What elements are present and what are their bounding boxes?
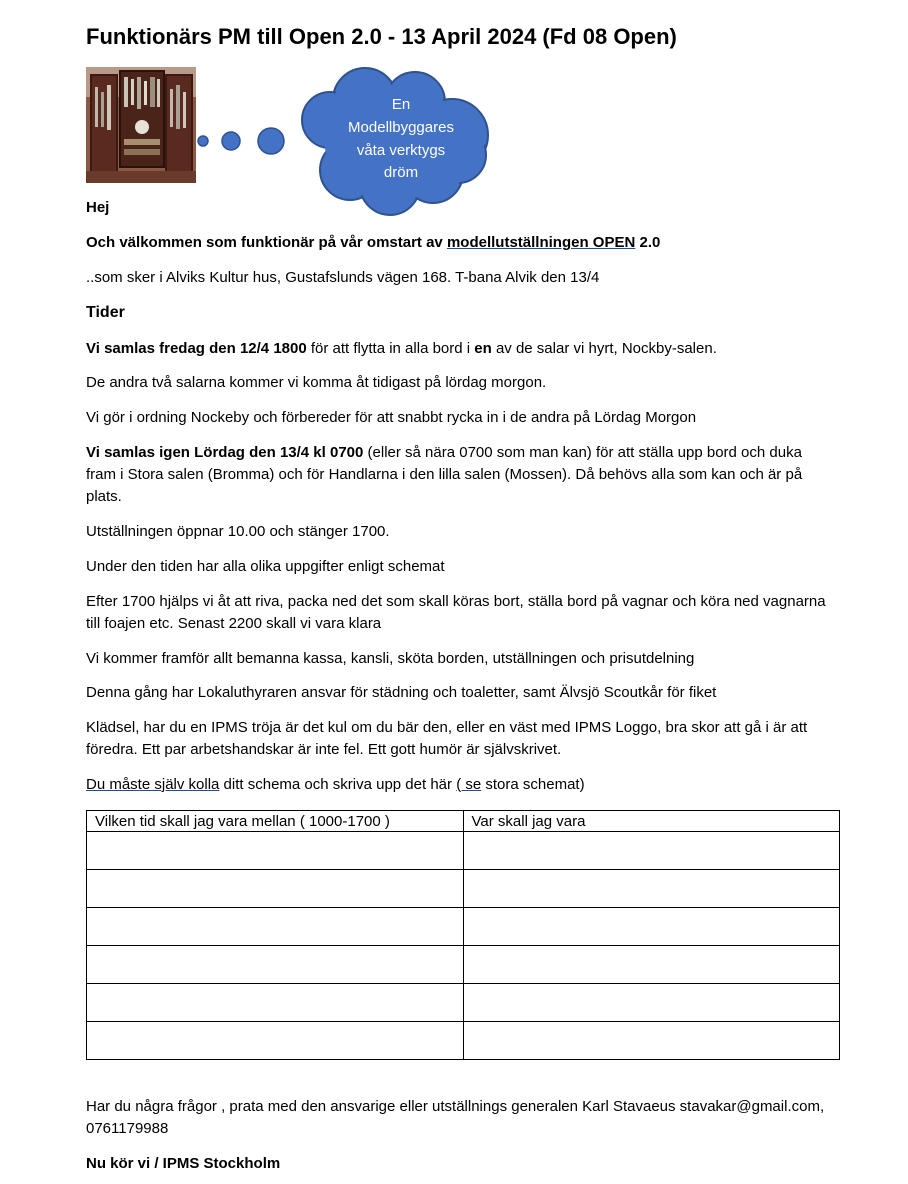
teardown-paragraph: Efter 1700 hjälps vi åt att riva, packa ned det som skall köras bort, ställa bord på vagnar och köra ned vagnarna till foajen etc. Senast 2200 skall vi vara klara	[86, 593, 826, 632]
place-column-header: Var skall jag vara	[463, 811, 840, 832]
prepare-paragraph: Vi gör i ordning Nockeby och förbereder för att snabbt rycka in i de andra på Lördag Morgon	[86, 409, 697, 426]
cleaning-paragraph: Denna gång har Lokaluthyraren ansvar för städning och toaletter, samt Älvsjö Scoutkår för fiket	[86, 684, 717, 701]
check-mid: ditt schema och skriva upp det här	[219, 776, 457, 793]
time-cell[interactable]	[87, 870, 464, 908]
saturday-paragraph	[86, 442, 836, 508]
check-underlined: Du måste själv kolla	[86, 776, 220, 793]
friday-paragraph	[86, 338, 836, 360]
location-paragraph: ..som sker i Alviks Kultur hus, Gustafslunds vägen 168. T-bana Alvik den 13/4	[86, 269, 600, 286]
friday-rest: av de salar vi hyrt, Nockby-salen.	[491, 340, 717, 357]
cloud-line-4: dröm	[383, 164, 419, 181]
exhibition-link: modellutställningen OPEN	[446, 234, 636, 251]
cloud-line-2: Modellbyggares	[348, 119, 454, 136]
friday-mid: för att flytta in alla bord i	[306, 340, 475, 357]
table-row	[87, 908, 840, 946]
table-header-row	[87, 811, 840, 832]
staffing-paragraph: Vi kommer framför allt bemanna kassa, kansli, sköta borden, utställningen och prisutdelning	[86, 650, 695, 667]
check-paragraph	[86, 774, 836, 796]
check-end: stora schemat)	[481, 776, 585, 793]
welcome-suffix: 2.0	[635, 234, 661, 251]
greeting: Hej	[86, 199, 110, 216]
time-cell[interactable]	[87, 1022, 464, 1060]
friday-bold: Vi samlas fredag den 12/4 1800	[86, 340, 307, 357]
table-row	[87, 870, 840, 908]
place-cell[interactable]	[463, 1022, 840, 1060]
time-cell[interactable]	[87, 946, 464, 984]
tider-heading: Tider	[86, 304, 125, 321]
place-cell[interactable]	[463, 832, 840, 870]
place-cell[interactable]	[463, 908, 840, 946]
cloud-line-3: våta verktygs	[356, 142, 446, 159]
tool-cabinet-photo	[86, 67, 196, 183]
place-cell[interactable]	[463, 946, 840, 984]
time-cell[interactable]	[87, 832, 464, 870]
time-cell[interactable]	[87, 908, 464, 946]
see-link: ( se	[456, 776, 482, 793]
table-row	[87, 946, 840, 984]
welcome-prefix: Och välkommen som funktionär på vår omstart av	[86, 234, 447, 251]
saturday-rest: (eller så nära 0700 som man kan) för att ställa upp bord och duka fram i Stora salen (Bromma) och för Handlarna i den lilla salen (Mossen). Då behövs alla som kan och är på plats.	[86, 444, 803, 505]
page-title: Funktionärs PM till Open 2.0 - 13 April 2024 (Fd 08 Open)	[86, 24, 677, 49]
time-cell[interactable]	[87, 984, 464, 1022]
friday-bold2: en	[474, 340, 492, 357]
schedule-note-paragraph: Under den tiden har alla olika uppgifter enligt schemat	[86, 558, 445, 575]
cloud-line-1: En	[391, 96, 411, 113]
questions-paragraph: Har du några frågor , prata med den ansvarige eller utställnings generalen Karl Stavaeus stavakar@gmail.com, 0761179988	[86, 1098, 825, 1137]
place-cell[interactable]	[463, 984, 840, 1022]
welcome-paragraph	[86, 232, 836, 254]
table-row	[87, 984, 840, 1022]
signoff: Nu kör vi / IPMS Stockholm	[86, 1155, 281, 1172]
schedule-table	[86, 810, 840, 1060]
saturday-bold: Vi samlas igen Lördag den 13/4 kl 0700	[86, 444, 364, 461]
other-rooms-paragraph: De andra två salarna kommer vi komma åt tidigast på lördag morgon.	[86, 374, 547, 391]
time-column-header: Vilken tid skall jag vara mellan ( 1000-1700 )	[87, 811, 464, 832]
dress-paragraph: Klädsel, har du en IPMS tröja är det kul om du bär den, eller en väst med IPMS Loggo, bra skor att gå i är att föredra. Ett par arbetshandskar är inte fel. Ett gott humör är självskrivet.	[86, 719, 808, 758]
place-cell[interactable]	[463, 870, 840, 908]
table-row	[87, 1022, 840, 1060]
table-row	[87, 832, 840, 870]
opening-paragraph: Utställningen öppnar 10.00 och stänger 1700.	[86, 523, 390, 540]
